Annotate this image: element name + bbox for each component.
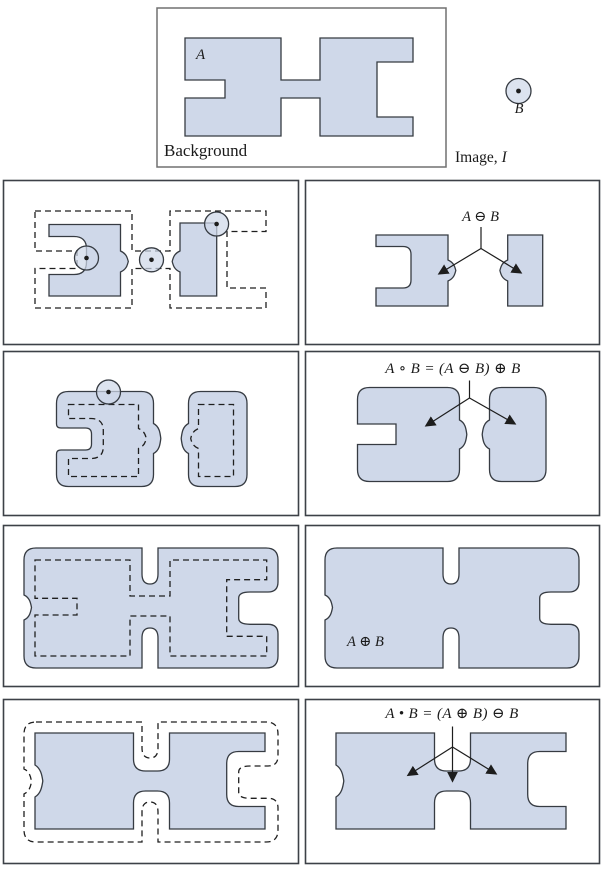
erosion-equation-label: A ⊖ B xyxy=(462,209,499,225)
se-b-label: B xyxy=(514,101,524,117)
dilation-equation-label: A ⊕ B xyxy=(347,634,384,650)
se-rolling-dot xyxy=(106,390,111,395)
set-a-label: A xyxy=(196,47,206,63)
closing-equation-label: A • B = (A ⊕ B) ⊖ B xyxy=(385,706,519,722)
opening-result-right-shape xyxy=(482,388,546,482)
se-probe-dot-1 xyxy=(84,256,89,261)
se-probe-dot-3 xyxy=(214,222,219,227)
image-label: Image, I xyxy=(455,149,507,166)
se-probe-dot-2 xyxy=(149,258,154,263)
background-label: Background xyxy=(164,141,248,160)
se-b-center-dot xyxy=(516,89,521,94)
image-set-symbol: I xyxy=(501,149,507,166)
opening-equation-label: A ∘ B = (A ⊖ B) ⊕ B xyxy=(385,361,521,377)
